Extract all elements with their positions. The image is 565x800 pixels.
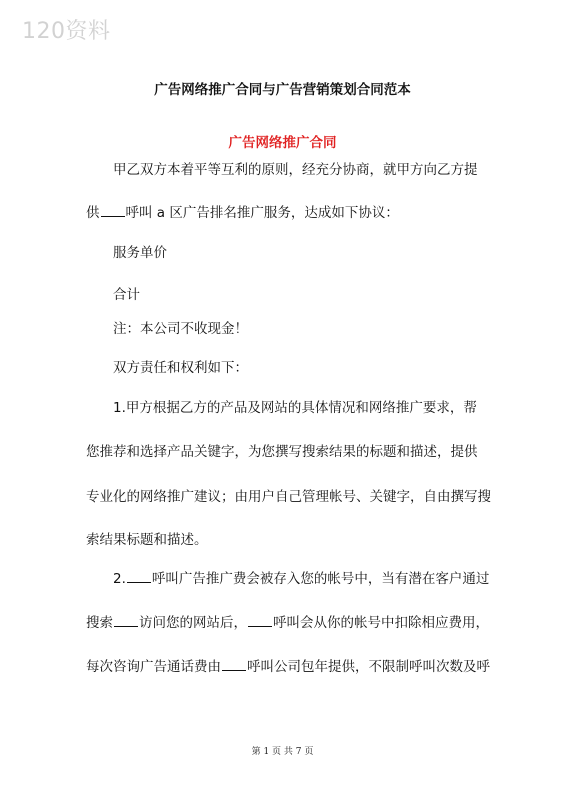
paragraph-line (86, 443, 478, 461)
paragraph-line (113, 161, 478, 179)
line-text: 呼叫广告推广费会被存入您的帐号中，当有潜在客户通过 (151, 571, 490, 587)
watermark: 120资料 (22, 19, 111, 44)
line-text: 索结果标题和描述。 (86, 532, 208, 548)
line-text: 您推荐和选择产品关键字，为您撰写搜索结果的标题和描述，提供 (86, 444, 478, 460)
line-text: 搜索 (86, 615, 113, 631)
line-text: 访问您的网站后， (139, 615, 247, 631)
paragraph-line (113, 399, 477, 417)
line-text: 甲乙双方本着平等互利的原则，经充分协商，就甲方向乙方提 (113, 162, 478, 178)
line-text: 合计 (113, 287, 140, 303)
paragraph-line (113, 359, 248, 377)
fill-blank (222, 658, 246, 671)
paragraph-line (86, 488, 491, 506)
contract-subtitle: 广告网络推广合同 (228, 135, 337, 151)
fill-blank (248, 614, 272, 627)
paragraph-line (113, 244, 167, 262)
line-text: 呼叫公司包年提供，不限制呼叫次数及呼 (247, 659, 490, 675)
line-text: 双方责任和权利如下： (113, 360, 248, 376)
line-text: 专业化的网络推广建议；由用户自己管理帐号、关键字，自由撰写搜 (86, 489, 491, 505)
line-text: 1.甲方根据乙方的产品及网站的具体情况和网络推广要求，帮 (113, 400, 477, 416)
fill-blank (101, 204, 125, 217)
line-text: 每次咨询广告通话费由 (86, 659, 221, 675)
paragraph-line (86, 204, 399, 222)
line-text: 供 (86, 205, 100, 221)
paragraph-line (86, 531, 208, 549)
paragraph-line (113, 286, 140, 304)
fill-blank (114, 614, 138, 627)
line-text: 注：本公司不收现金！ (113, 321, 248, 337)
fill-blank (127, 570, 151, 583)
line-text: 呼叫 a 区广告排名推广服务，达成如下协议： (125, 205, 399, 221)
paragraph-line (113, 570, 489, 588)
line-text: 服务单价 (113, 245, 167, 261)
line-text: 呼叫会从你的帐号中扣除相应费用， (273, 615, 489, 631)
paragraph-line (113, 320, 248, 338)
paragraph-line (86, 614, 489, 632)
paragraph-line (86, 658, 490, 676)
document-title: 广告网络推广合同与广告营销策划合同范本 (154, 82, 411, 98)
page-footer: 第 1 页 共 7 页 (251, 747, 314, 757)
line-text: 2. (113, 571, 126, 587)
